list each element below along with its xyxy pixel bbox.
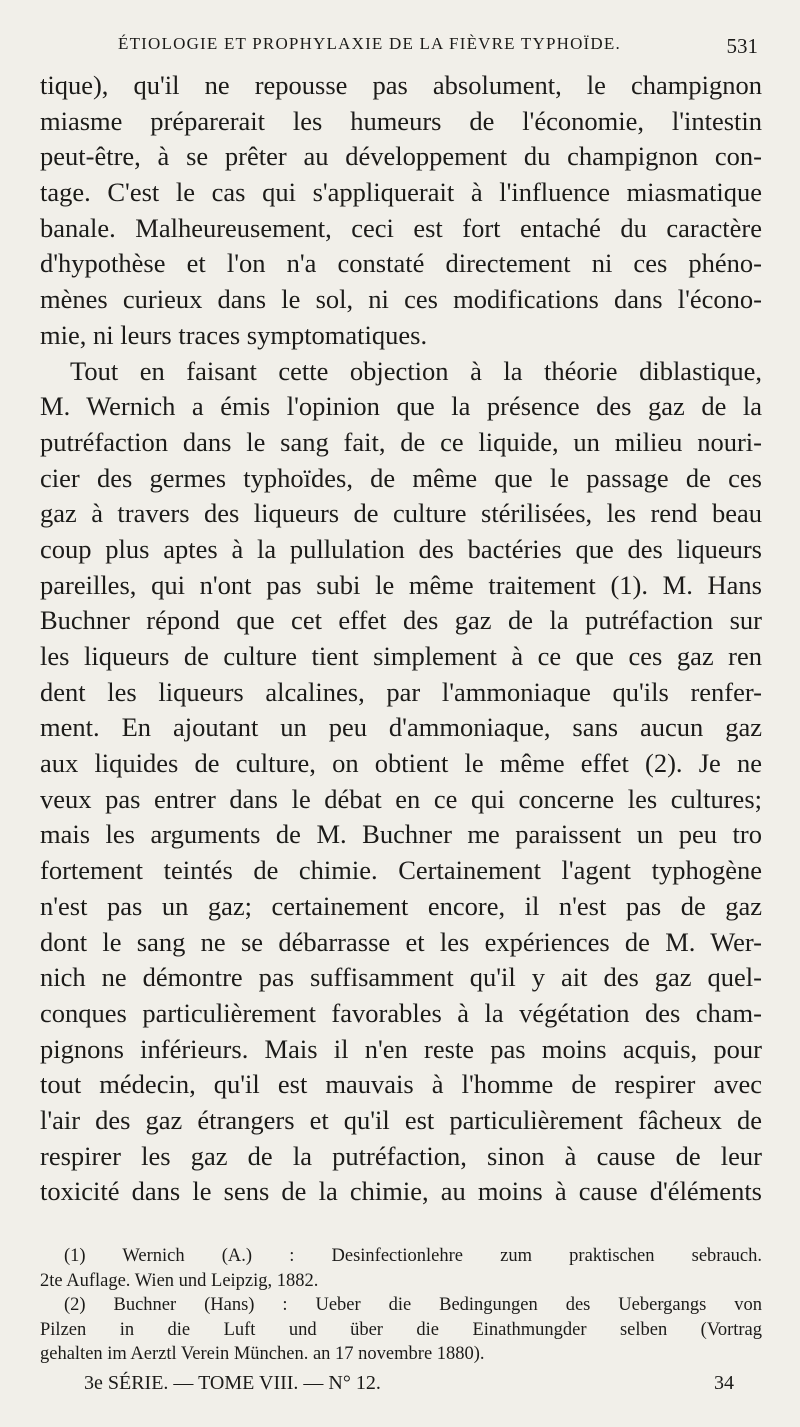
page-number: 531 bbox=[726, 34, 758, 58]
body-text bbox=[40, 68, 762, 1210]
text-line: veux pas entrer dans le débat en ce qui concerne les cultures; bbox=[40, 783, 762, 814]
text-line: miasme préparerait les humeurs de l'économie, l'intestin bbox=[40, 105, 762, 136]
footnote-1-continuation: 2te Auflage. Wien und Leipzig, 1882. bbox=[40, 1270, 319, 1291]
text-line: l'air des gaz étrangers et qu'il est particulièrement fâcheux de bbox=[40, 1104, 762, 1135]
footnote-2: (2) Buchner (Hans) : Ueber die Bedingungen des Uebergangs von bbox=[64, 1295, 762, 1315]
text-line: tage. C'est le cas qui s'appliquerait à l'influence miasmatique bbox=[40, 177, 762, 208]
text-line: mènes curieux dans le sol, ni ces modifications dans l'écono- bbox=[40, 284, 762, 315]
footnote-2-continuation: Pilzen in die Luft und über die Einathmungder selben (Vortrag bbox=[40, 1319, 762, 1340]
text-line: cier des germes typhoïdes, de même que le passage de ces bbox=[40, 462, 762, 493]
text-line: mais les arguments de M. Buchner me paraissent un peu tro bbox=[40, 819, 762, 850]
text-line: mie, ni leurs traces symptomatiques. bbox=[40, 319, 428, 350]
text-line: tout médecin, qu'il est mauvais à l'homme de respirer avec bbox=[40, 1069, 762, 1100]
text-line: n'est pas un gaz; certainement encore, il n'est pas de gaz bbox=[40, 890, 762, 921]
footnote-2-continuation: gehalten im Aerztl Verein München. an 17 novembre 1880). bbox=[40, 1344, 485, 1364]
text-line: dont le sang ne se débarrasse et les expériences de M. Wer- bbox=[40, 926, 762, 957]
series-info: 3e SÉRIE. — TOME VIII. — N° 12. bbox=[84, 1372, 381, 1394]
running-header bbox=[118, 34, 758, 59]
page-footer bbox=[84, 1372, 734, 1395]
running-title: ÉTIOLOGIE ET PROPHYLAXIE DE LA FIÈVRE TYPHOÏDE. bbox=[118, 34, 621, 53]
text-line: fortement teintés de chimie. Certainement l'agent typhogène bbox=[40, 855, 762, 886]
text-line: les liqueurs de culture tient simplement à ce que ces gaz ren bbox=[40, 641, 762, 671]
text-line: banale. Malheureusement, ceci est fort entaché du caractère bbox=[40, 212, 762, 243]
text-line: toxicité dans le sens de la chimie, au moins à cause d'éléments bbox=[40, 1176, 762, 1207]
text-line: aux liquides de culture, on obtient le même effet (2). Je ne bbox=[40, 748, 762, 779]
text-line: ment. En ajoutant un peu d'ammoniaque, sans aucun gaz bbox=[40, 712, 762, 743]
text-line: dent les liqueurs alcalines, par l'ammoniaque qu'ils renfer- bbox=[40, 676, 762, 707]
text-line: pareilles, qui n'ont pas subi le même traitement (1). M. Hans bbox=[40, 569, 762, 600]
text-line: gaz à travers des liqueurs de culture stérilisées, les rend beau bbox=[40, 498, 762, 529]
text-line: conques particulièrement favorables à la végétation des cham- bbox=[40, 997, 762, 1028]
text-line: respirer les gaz de la putréfaction, sinon à cause de leur bbox=[40, 1140, 762, 1171]
text-line: tique), qu'il ne repousse pas absolument, le champignon bbox=[40, 70, 762, 100]
text-line: peut-être, à se prêter au développement du champignon con- bbox=[40, 141, 762, 172]
text-line: pignons inférieurs. Mais il n'en reste pas moins acquis, pour bbox=[40, 1033, 762, 1064]
footnote-1: (1) Wernich (A.) : Desinfectionlehre zum praktischen sebrauch. bbox=[64, 1246, 762, 1266]
text-line: M. Wernich a émis l'opinion que la présence des gaz de la bbox=[40, 391, 762, 422]
signature-mark: 34 bbox=[714, 1372, 734, 1394]
paragraph-start-line: Tout en faisant cette objection à la théorie diblastique, bbox=[70, 355, 762, 386]
text-line: d'hypothèse et l'on n'a constaté directement ni ces phéno- bbox=[40, 248, 762, 279]
text-line: nich ne démontre pas suffisamment qu'il y ait des gaz quel- bbox=[40, 962, 762, 993]
footnotes bbox=[40, 1244, 762, 1367]
text-line: Buchner répond que cet effet des gaz de la putréfaction sur bbox=[40, 605, 762, 636]
text-line: coup plus aptes à la pullulation des bactéries que des liqueurs bbox=[40, 533, 762, 564]
text-line: putréfaction dans le sang fait, de ce liquide, un milieu nouri- bbox=[40, 426, 762, 457]
